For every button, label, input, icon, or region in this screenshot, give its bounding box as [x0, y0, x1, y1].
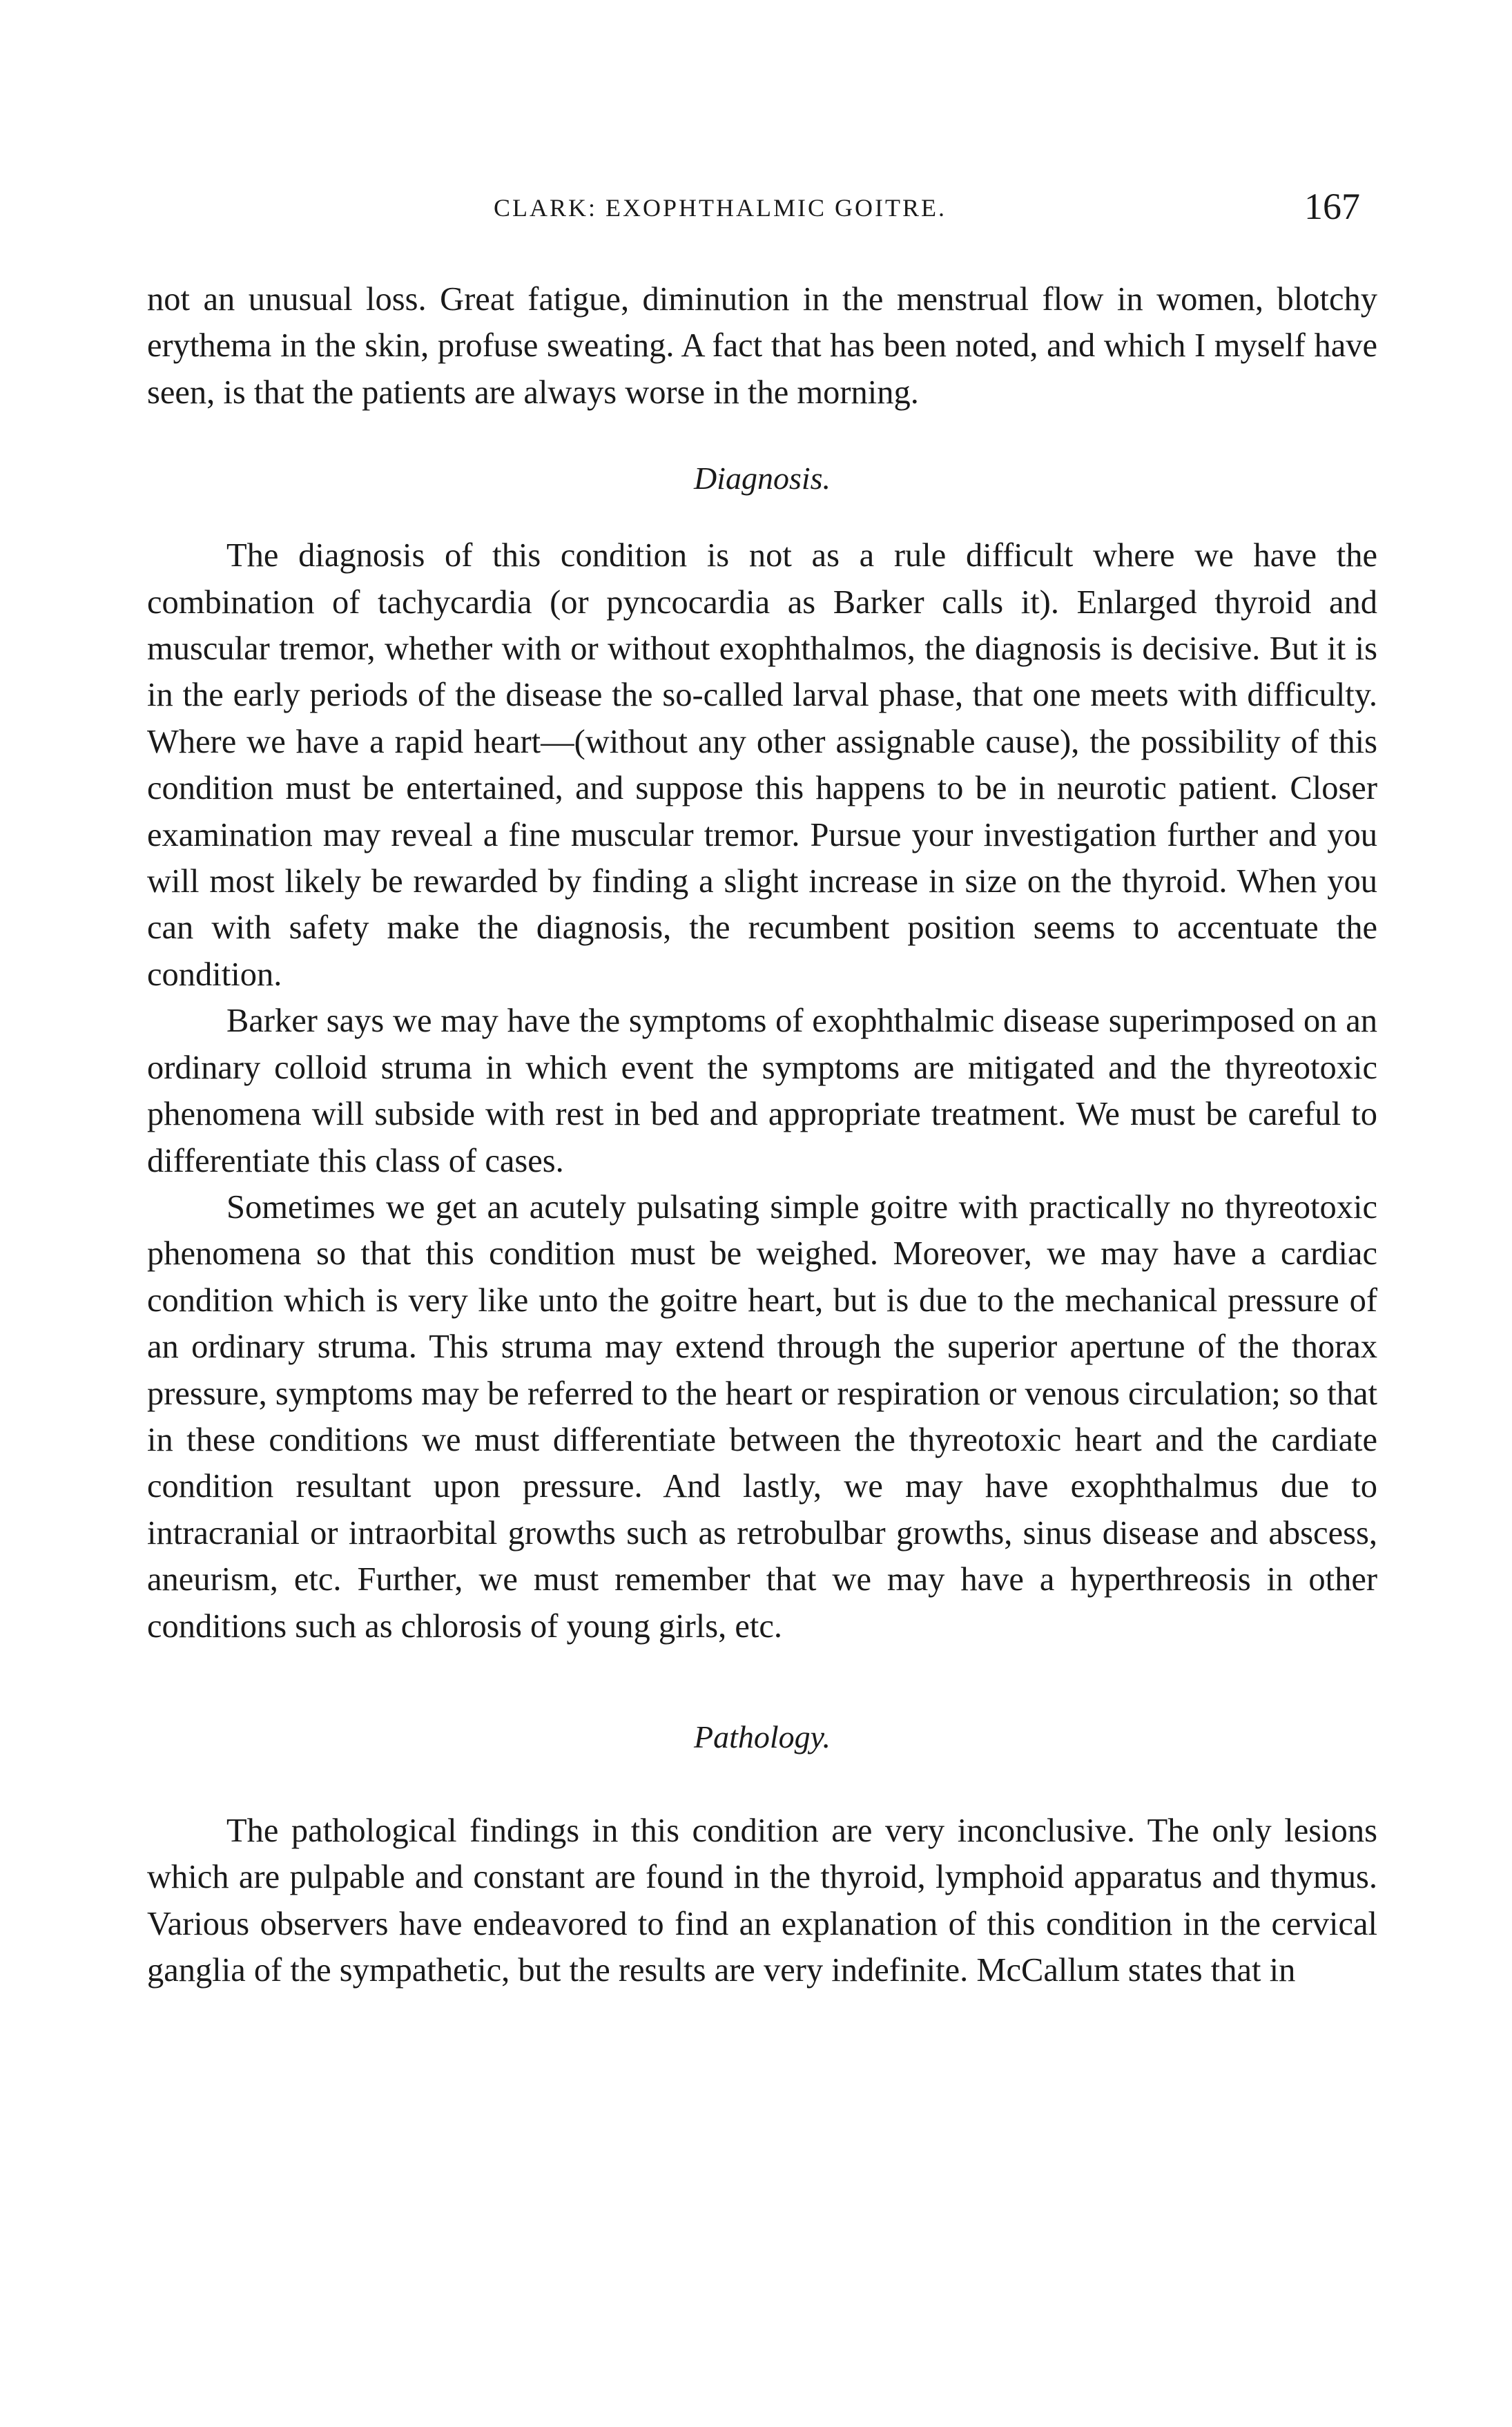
body-text [147, 276, 1377, 1994]
running-head [148, 185, 1360, 233]
running-title: CLARK: EXOPHTHALMIC GOITRE. [494, 194, 947, 222]
paragraph-continued: not an unusual loss. Great fatigue, diminution in the menstrual flow in women, blotchy erythema in the skin, profuse sweating. A fact that has been noted, and which I myself have seen, is that the patients are always worse in the morning. [147, 281, 1377, 411]
page-number: 167 [1304, 186, 1360, 227]
paragraph-pathology: The pathological findings in this condition are very inconclusive. The only lesions which are pulpable and constant are found in the thyroid, lymphoid apparatus and thymus. Various observers have endeavored to find an explanation of this condition in the cervical ganglia of the sympathetic, but the results are very indefinite. McCallum states that in [147, 1812, 1377, 1989]
paragraph-barker: Barker says we may have the symptoms of exophthalmic disease superimposed on an ordinary colloid struma in which event the symptoms are mitigated and the thyreotoxic phenomena will subside with rest in bed and appropriate treatment. We must be careful to differentiate this class of cases. [147, 1003, 1377, 1179]
paragraph-differentiation: Sometimes we get an acutely pulsating simple goitre with practically no thyreotoxic phenomena so that this condition must be weighed. Moreover, we may have a cardiac condition which is very like unto the goitre heart, but is due to the mechanical pressure of an ordinary struma. This struma may extend through the superior apertune of the thorax pressure, symptoms may be referred to the heart or respiration or venous circulation; so that in these conditions we must differentiate between the thyreotoxic heart and the cardiate condition resultant upon pressure. And lastly, we may have exophthalmus due to intracranial or intraorbital growths such as retrobulbar growths, sinus disease and abscess, aneurism, etc. Further, we must remember that we may have a hyperthreosis in other conditions such as chlorosis of young girls, etc. [147, 1188, 1377, 1645]
section-heading-diagnosis: Diagnosis. [693, 461, 831, 496]
paragraph-diagnosis: The diagnosis of this condition is not as a rule difficult where we have the combination of tachycardia (or pyncocardia as Barker calls it). Enlarged thyroid and muscular tremor, whether with or without exophthalmos, the diagnosis is decisive. But it is in the early periods of the disease the so-called larval phase, that one meets with difficulty. Where we have a rapid heart—(without any other assignable cause), the possibility of this condition must be entertained, and suppose this happens to be in neurotic patient. Closer examination may reveal a fine muscular tremor. Pursue your investigation further and you will most likely be rewarded by finding a slight increase in size on the thyroid. When you can with safety make the diagnosis, the recumbent position seems to accentuate the condition. [147, 537, 1377, 993]
section-heading-pathology: Pathology. [693, 1719, 831, 1754]
